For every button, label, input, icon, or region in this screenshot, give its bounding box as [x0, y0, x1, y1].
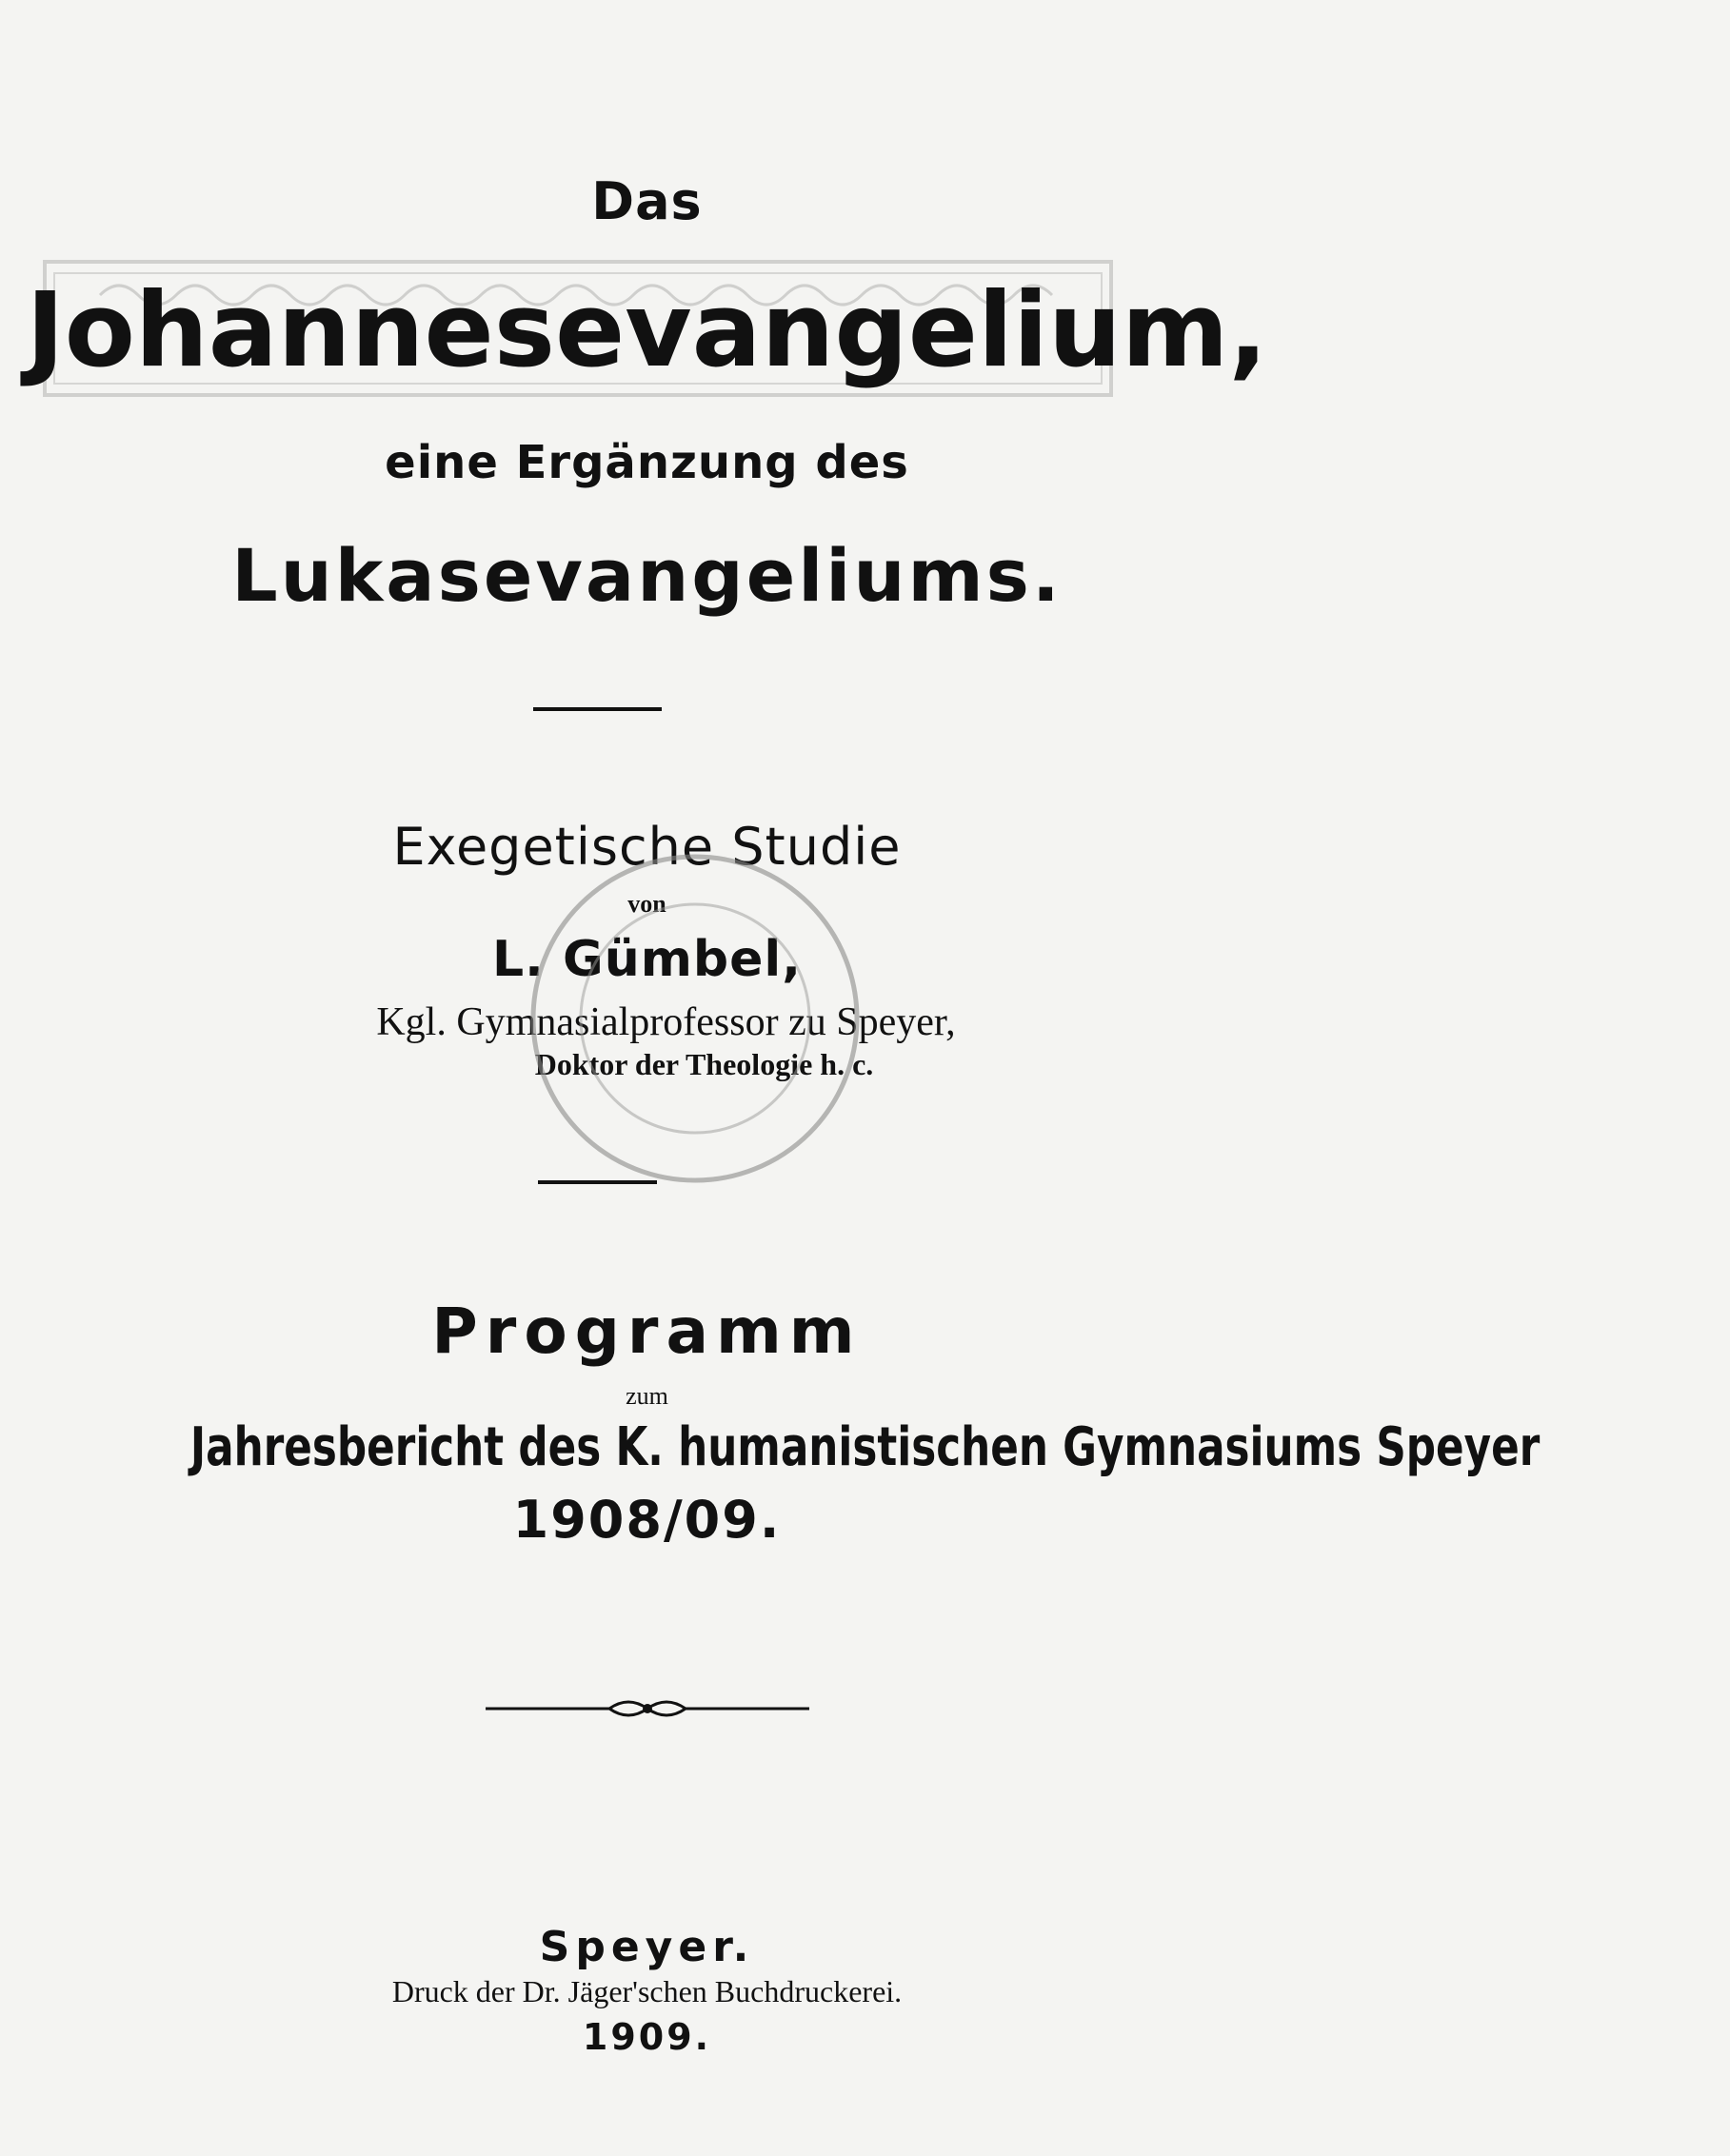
school-year: 1908/09.: [512, 1490, 782, 1550]
print-year: 1909.: [582, 2016, 712, 2058]
author-position: Kgl. Gymnasialprofessor zu Speyer,: [376, 1000, 956, 1044]
subtitle-line-1: eine Ergänzung des: [385, 436, 909, 489]
publication-place: Speyer.: [539, 1923, 755, 1971]
by-label: von: [627, 890, 666, 918]
divider-rule-1: [533, 707, 662, 711]
title-article: Das: [591, 171, 703, 231]
report-line: [0, 1416, 1541, 1478]
flourish-ornament-icon: [486, 1694, 809, 1723]
report-title: Jahresbericht des K. humanistischen Gymnasiums Speyer: [189, 1416, 1541, 1478]
main-title: Johannesevangelium,: [26, 271, 1268, 390]
library-stamp-icon: [514, 838, 876, 1199]
study-label: Exegetische Studie: [392, 817, 902, 877]
author-name: L. Gümbel,: [492, 931, 802, 988]
divider-rule-2: [538, 1180, 657, 1184]
subtitle-line-2: Lukasevangeliums.: [231, 533, 1063, 618]
program-label: Programm: [431, 1295, 863, 1368]
author-degree: Doktor der Theologie h. c.: [534, 1047, 874, 1081]
zum-label: zum: [626, 1382, 668, 1410]
printer-name: Druck der Dr. Jäger'schen Buchdruckerei.: [391, 1974, 903, 2008]
